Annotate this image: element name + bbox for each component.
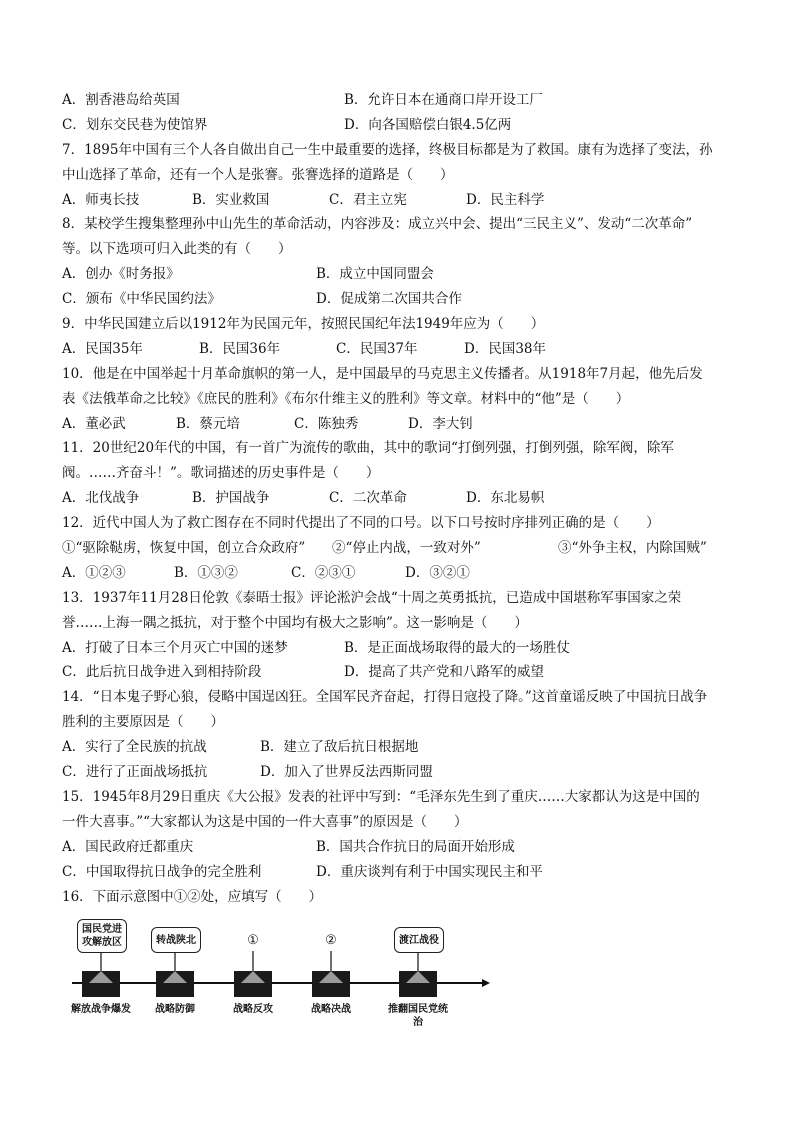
liberation-war-timeline-diagram: [62, 915, 492, 1045]
answer-options: [62, 287, 742, 312]
answer-option[interactable]: B．允许日本在通商口岸开设工厂: [344, 92, 543, 108]
answer-option[interactable]: C．进行了正面战场抵抗: [62, 764, 208, 781]
answer-option[interactable]: B．蔡元培: [176, 415, 240, 432]
answer-options: [62, 760, 742, 785]
answer-option[interactable]: D．③②①: [405, 564, 470, 581]
answer-option[interactable]: A．民国35年: [62, 340, 143, 357]
answer-option[interactable]: A．打破了日本三个月灭亡中国的迷梦: [62, 639, 288, 656]
answer-options: [62, 636, 742, 661]
timeline-blank-marker: ①: [247, 933, 259, 948]
answer-option[interactable]: A．北伐战争: [62, 490, 140, 507]
answer-option[interactable]: D．提高了共产党和八路军的威望: [344, 664, 544, 681]
answer-option[interactable]: A．割香港岛给英国: [62, 92, 180, 108]
timeline-arrow-head: [482, 979, 490, 987]
answer-option[interactable]: B．民国36年: [199, 340, 281, 357]
answer-option[interactable]: C．陈独秀: [294, 415, 359, 432]
timeline-event-box: 渡江战役: [394, 927, 444, 953]
answer-option[interactable]: B．建立了敌后抗日根据地: [260, 739, 419, 756]
answer-option[interactable]: B．护国战争: [192, 490, 270, 507]
question-text-line: 15．1945年8月29日重庆《大公报》发表的社评中写到：“毛泽东先生到了重庆……大家都认为这是中国的: [62, 788, 700, 805]
question-text-line: 16．下面示意图中①②处，应填写（ ）: [62, 888, 323, 905]
question-text-line: 14．“日本鬼子野心狼，侵略中国逞凶狂。全国军民齐奋起，打得日寇投了降。”这首童谣反映了中国抗日战争: [62, 689, 708, 706]
question-text-line: 阀。……齐奋斗！”。歌词描述的历史事件是（ ）: [62, 465, 380, 482]
answer-option[interactable]: C．此后抗日战争进入到相持阶段: [62, 664, 262, 681]
question-text-line: 一件大喜事。”“大家都认为这是中国的一件大喜事”的原因是（ ）: [62, 813, 468, 830]
timeline-event-box: 国民党进攻解放区: [77, 919, 127, 953]
question-text-line: 8．某校学生搜集整理孙中山先生的革命活动，内容涉及：成立兴中会、提出“三民主义”、发动“二次革命”: [62, 216, 693, 233]
answer-options: [62, 735, 742, 760]
question-text-line: 表《法俄革命之比较》《庶民的胜利》《布尔什维主义的胜利》等文章。材料中的“他”是（ ）: [62, 390, 630, 407]
answer-option[interactable]: A．董必武: [62, 415, 126, 432]
timeline-blank-marker: ②: [325, 933, 337, 948]
answer-option[interactable]: B．①③②: [174, 564, 238, 581]
answer-options: [62, 337, 742, 362]
answer-options: [62, 188, 742, 213]
answer-option[interactable]: A．实行了全民族的抗战: [62, 739, 207, 756]
answer-option[interactable]: B．是正面战场取得的最大的一场胜仗: [344, 639, 570, 656]
timeline-stage-label: 解放战争爆发: [71, 1004, 131, 1015]
answer-option[interactable]: D．促成第二次国共合作: [316, 291, 462, 308]
answer-option[interactable]: A．①②③: [62, 564, 126, 581]
question-text-line: 13．1937年11月28日伦敦《泰晤士报》评论淞沪会战“十周之英勇抵抗，已造成中国堪称军事国家之荣: [62, 589, 682, 606]
answer-option[interactable]: D．民主科学: [466, 191, 545, 208]
answer-options: [62, 113, 742, 138]
answer-option[interactable]: B．成立中国同盟会: [316, 266, 434, 283]
answer-option[interactable]: C．君主立宪: [329, 191, 407, 208]
question-text-line: 10．他是在中国举起十月革命旗帜的第一人，是中国最早的马克思主义传播者。从1918年7月起，他先后发: [62, 365, 703, 382]
answer-option[interactable]: B．实业救国: [192, 191, 270, 208]
answer-option[interactable]: C．划东交民巷为使馆界: [62, 116, 208, 133]
question-text-line: 12．近代中国人为了救亡图存在不同时代提出了不同的口号。以下口号按时序排列正确的是（ ）: [62, 515, 660, 532]
answer-option[interactable]: A．师夷长技: [62, 191, 140, 208]
timeline-stage-label: 战略防御: [155, 1004, 195, 1015]
answer-option[interactable]: C．中国取得抗日战争的完全胜利: [62, 863, 262, 880]
answer-option[interactable]: D．重庆谈判有利于中国实现民主和平: [316, 863, 543, 880]
timeline-stage-label: 战略反攻: [233, 1004, 273, 1015]
slogan-list: [62, 536, 742, 561]
question-text-line: 誉……上海一隅之抵抗，对于整个中国均有极大之影响”。这一影响是（ ）: [62, 614, 528, 631]
answer-option[interactable]: D．李大钊: [408, 415, 473, 432]
timeline-event-box: 转战陕北: [151, 927, 201, 953]
answer-option[interactable]: A．创办《时务报》: [62, 266, 180, 283]
answer-option[interactable]: A．国民政府迁都重庆: [62, 838, 194, 855]
answer-option[interactable]: C．②③①: [291, 564, 356, 581]
answer-options: [62, 262, 742, 287]
answer-option[interactable]: D．东北易帜: [466, 490, 545, 507]
answer-option[interactable]: C．颁布《中华民国约法》: [62, 291, 221, 308]
slogan-item: ①“驱除鞑虏，恢复中国，创立合众政府”: [62, 540, 306, 557]
question-text-line: 胜利的主要原因是（ ）: [62, 714, 224, 731]
answer-options: [62, 860, 742, 885]
question-text-line: 7．1895年中国有三个人各自做出自己一生中最重要的选择，终极目标都是为了救国。康有为选择了变法，孙: [62, 141, 713, 158]
timeline-stage-label: 战略决战: [311, 1004, 351, 1015]
exam-page: [62, 88, 742, 909]
answer-option[interactable]: D．民国38年: [464, 340, 547, 357]
answer-option[interactable]: B．国共合作抗日的局面开始形成: [316, 838, 515, 855]
slogan-item: ③“外争主权，内除国贼”: [558, 540, 707, 557]
answer-options: [62, 486, 742, 511]
answer-option[interactable]: D．向各国赔偿白银4.5亿两: [344, 116, 512, 133]
answer-option[interactable]: D．加入了世界反法西斯同盟: [260, 764, 433, 781]
question-text-line: 9．中华民国建立后以1912年为民国元年，按照民国纪年法1949年应为（ ）: [62, 316, 545, 333]
timeline-stage-label: 推翻国民党统治: [388, 1004, 448, 1028]
answer-option[interactable]: C．二次革命: [329, 490, 407, 507]
answer-option[interactable]: C．民国37年: [336, 340, 418, 357]
question-text-line: 等。以下选项可归入此类的有（ ）: [62, 241, 292, 258]
answer-options: [62, 660, 742, 685]
question-text-line: 11．20世纪20年代的中国，有一首广为流传的歌曲，其中的歌词“打倒列强，打倒列强，除军阀，除军: [62, 440, 674, 457]
answer-options: [62, 88, 742, 113]
answer-options: [62, 835, 742, 860]
answer-options: [62, 561, 742, 586]
question-text-line: 中山选择了革命，还有一个人是张謇。张謇选择的道路是（ ）: [62, 166, 454, 183]
slogan-item: ②“停止内战，一致对外”: [332, 540, 481, 557]
answer-options: [62, 412, 742, 437]
